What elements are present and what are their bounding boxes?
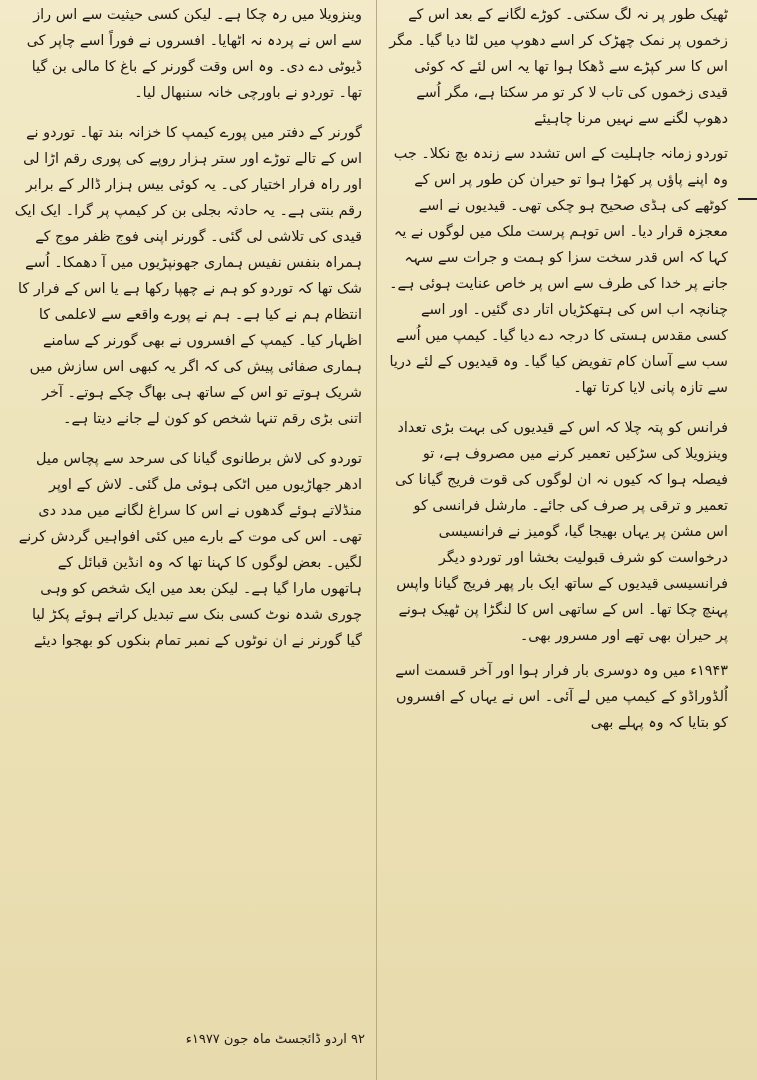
- paragraph: ۱۹۴۳ء میں وہ دوسری بار فرار ہوا اور آخر قسمت اسے اُلڈوراڈو کے کیمپ میں لے آئی۔ اس نے یہاں کے افسروں کو بتایا کہ وہ پہلے بھی: [395, 663, 728, 731]
- paragraph: ٹھیک طور پر نہ لگ سکتی۔ کوڑے لگانے کے بعد اس کے زخموں پر نمک چھڑک کر اسے دھوپ میں لٹا دیا گیا۔ مگر اس کا سر کپڑے سے ڈھکا ہوا تھا یہ اس لئے کہ کوئی قیدی زخموں کی تاب لا کر تو مر سکتا ہے، مگر اُسے دھوپ لگنے سے نہیں مرنا چاہیئے: [389, 7, 728, 127]
- paragraph: فرانس کو پتہ چلا کہ اس کے قیدیوں کی بہت بڑی تعداد وینزویلا کی سڑکیں تعمیر کرنے میں مصروف ہے، تو فیصلہ ہوا کہ کیوں نہ ان لوگوں کی قوت فریج گیانا کی تعمیر و ترقی پر صرف کی جائے۔ مارشل فرانسی کو اس مشن پر یہاں بھیجا گیا، گومیز نے فرانسیسی درخواست کو شرف قبولیت بخشا اور توردو دیگر فرانسیسی قیدیوں کے ساتھ ایک بار پھر فریج گیانا واپس پہنچ چکا تھا۔ اس کے ساتھی اس کا لنگڑا پن ٹھیک ہونے پر حیران بھی تھے اور مسرور بھی۔: [395, 420, 728, 644]
- column-divider: [376, 0, 377, 1080]
- margin-dash-mark: [738, 198, 757, 200]
- paragraph: توردو کی لاش برطانوی گیانا کی سرحد سے پچاس میل ادھر جھاڑیوں میں اٹکی ہوئی مل گئی۔ لاش کے اوپر منڈلاتے ہوئے گدھوں نے اس کا سراغ لگانے میں مدد دی تھی۔ اس کی موت کے بارے میں کئی افواہیں گردش کرنے لگیں۔ بعض لوگوں کا کہنا تھا کہ وہ انڈین قبائل کے ہاتھوں مارا گیا ہے۔ لیکن بعد میں ایک شخص کو وہی چوری شدہ نوٹ کسی بنک سے تبدیل کراتے ہوئے پکڑ لیا گیا گورنر نے ان نوٹوں کے نمبر تمام بنکوں کو بھجوا دیئے: [18, 451, 362, 649]
- paragraph: وینزویلا میں رہ چکا ہے۔ لیکن کسی حیثیت سے اس راز سے اس نے پردہ نہ اٹھایا۔ افسروں نے فوراً اسے چاپر کی ڈیوٹی دے دی۔ وہ اس وقت گورنر کے باغ کا مالی بن گیا تھا۔ توردو نے باورچی خانہ سنبھال لیا۔: [26, 7, 362, 101]
- page-footer: ۹۲ اردو ڈائجسٹ ماہ جون ۱۹۷۷ء: [185, 1032, 365, 1047]
- right-column: [384, 0, 736, 1040]
- paragraph: گورنر کے دفتر میں پورے کیمپ کا خزانہ بند تھا۔ توردو نے اس کے تالے توڑے اور ستر ہزار روپے کی پوری رقم اڑا لی اور راہ فرار اختیار کی۔ یہ کوئی بیس ہزار ڈالر کے برابر رقم بنتی ہے۔ یہ حادثہ بجلی بن کر کیمپ پر گرا۔ ایک ایک قیدی کی تلاشی لی گئی۔ گورنر اپنی فوج ظفر موج کے ہمراہ بنفس نفیس ہماری جھونپڑیوں میں آ دھمکا۔ اُسے شک تھا کہ توردو کو ہم نے چھپا رکھا ہے یا اس کے فرار کا انتظام ہم نے کیا ہے۔ ہم نے پورے واقعے سے لاعلمی کا اظہار کیا۔ کیمپ کے افسروں نے بھی گورنر کے سامنے ہماری صفائی پیش کی کہ اگر یہ کبھی اس سازش میں شریک ہوتے تو اس کے ساتھ ہی بھاگ چکے ہوتے۔ آخر اتنی بڑی رقم تنہا شخص کو کون لے جانے دیتا ہے۔: [14, 125, 362, 427]
- paragraph: توردو زمانہ جاہلیت کے اس تشدد سے زندہ بچ نکلا۔ جب وہ اپنے پاؤں پر کھڑا ہوا تو حیران کن طور پر اس کے کوٹھے کی ہڈی صحیح ہو چکی تھی۔ قیدیوں نے اسے معجزہ قرار دیا۔ اس توہم پرست ملک میں لوگوں نے یہ کہا کہ اس قدر سخت سزا کو ہمت و جرات سے سہہ جانے پر خدا کی طرف سے اس پر خاص عنایت ہوئی ہے۔ چنانچہ اب اس کی ہتھکڑیاں اتار دی گئیں۔ اور اسے کسی مقدس ہستی کا درجہ دے دیا گیا۔ کیمپ میں اُسے سب سے آسان کام تفویض کیا گیا۔ وہ قیدیوں کے لئے دریا سے تازہ پانی لایا کرتا تھا۔: [389, 146, 728, 396]
- left-column: [8, 0, 370, 1040]
